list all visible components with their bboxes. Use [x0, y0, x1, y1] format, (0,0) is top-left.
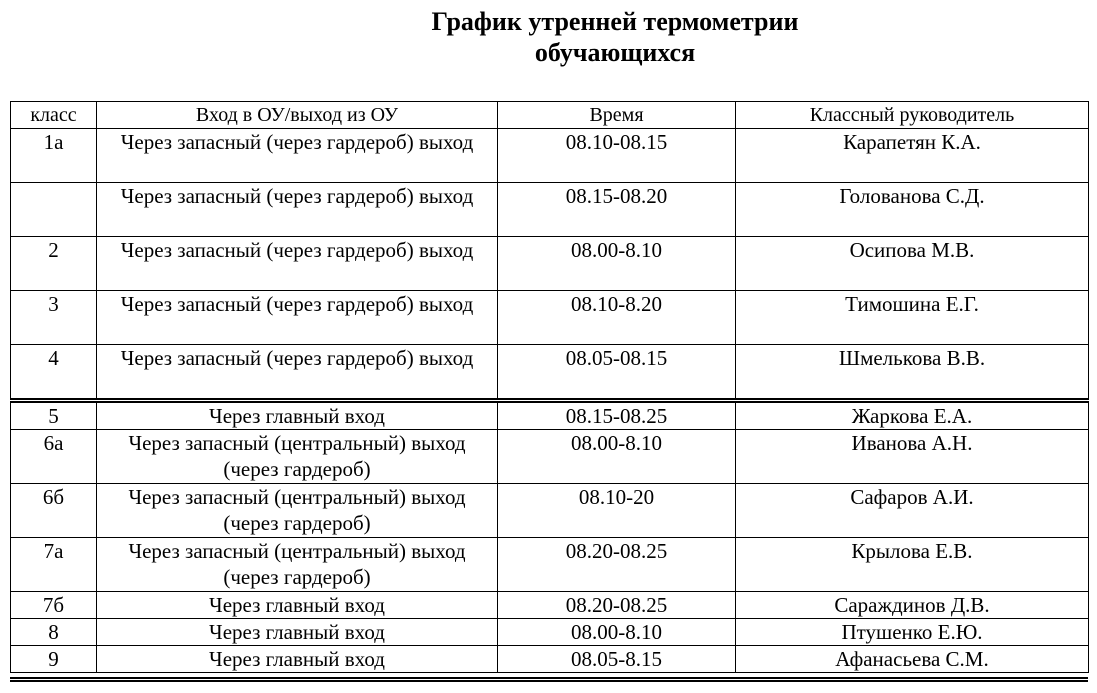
cell-entrance: Через главный вход: [97, 592, 498, 619]
table-row: [11, 183, 1089, 237]
cell-time: 08.20-08.25: [498, 592, 736, 619]
cell-teacher: Сараждинов Д.В.: [736, 592, 1089, 619]
page-title-line2: обучающихся: [534, 38, 696, 67]
cell-entrance: Через запасный (центральный) выход (через гардероб): [97, 484, 498, 538]
cell-teacher: Иванова А.Н.: [736, 430, 1089, 484]
table-row: [11, 291, 1089, 345]
column-header-time: Время: [498, 102, 736, 129]
cell-time: 08.15-08.25: [498, 401, 736, 430]
table-row: [11, 237, 1089, 291]
table-row: [11, 430, 1089, 484]
cell-teacher: Осипова М.В.: [736, 237, 1089, 291]
table-row: [11, 129, 1089, 183]
table-row: [11, 619, 1089, 646]
column-header-entrance: Вход в ОУ/выход из ОУ: [97, 102, 498, 129]
thermometry-schedule-table: [10, 101, 1089, 673]
cell-class: 9: [11, 646, 97, 673]
cell-class: 4: [11, 345, 97, 401]
column-header-class: класс: [11, 102, 97, 129]
page-title-line1: График утренней термометрии: [431, 7, 799, 36]
cell-class: 6б: [11, 484, 97, 538]
cell-time: 08.15-08.20: [498, 183, 736, 237]
table-row: [11, 345, 1089, 401]
cell-class: [11, 183, 97, 237]
page-title: [0, 6, 1097, 68]
cell-teacher: Птушенко Е.Ю.: [736, 619, 1089, 646]
cell-time: 08.10-20: [498, 484, 736, 538]
cell-class: 1а: [11, 129, 97, 183]
table-bottom-double-rule: [10, 677, 1088, 682]
cell-time: 08.05-08.15: [498, 345, 736, 401]
cell-class: 7а: [11, 538, 97, 592]
cell-entrance: Через запасный (через гардероб) выход: [97, 345, 498, 401]
cell-class: 5: [11, 401, 97, 430]
cell-entrance: Через главный вход: [97, 646, 498, 673]
table-row: [11, 401, 1089, 430]
cell-time: 08.10-08.15: [498, 129, 736, 183]
cell-entrance: Через запасный (через гардероб) выход: [97, 291, 498, 345]
column-header-teacher: Классный руководитель: [736, 102, 1089, 129]
cell-teacher: Жаркова Е.А.: [736, 401, 1089, 430]
cell-time: 08.05-8.15: [498, 646, 736, 673]
cell-entrance: Через главный вход: [97, 619, 498, 646]
cell-teacher: Карапетян К.А.: [736, 129, 1089, 183]
cell-class: 8: [11, 619, 97, 646]
cell-teacher: Шмелькова В.В.: [736, 345, 1089, 401]
table-header-row: [11, 102, 1089, 129]
cell-entrance: Через главный вход: [97, 401, 498, 430]
cell-class: 7б: [11, 592, 97, 619]
table-row: [11, 646, 1089, 673]
cell-entrance: Через запасный (центральный) выход (через гардероб): [97, 538, 498, 592]
cell-class: 6а: [11, 430, 97, 484]
cell-class: 3: [11, 291, 97, 345]
cell-entrance: Через запасный (через гардероб) выход: [97, 183, 498, 237]
cell-entrance: Через запасный (центральный) выход (через гардероб): [97, 430, 498, 484]
cell-time: 08.20-08.25: [498, 538, 736, 592]
cell-teacher: Тимошина Е.Г.: [736, 291, 1089, 345]
cell-time: 08.00-8.10: [498, 430, 736, 484]
cell-entrance: Через запасный (через гардероб) выход: [97, 237, 498, 291]
cell-entrance: Через запасный (через гардероб) выход: [97, 129, 498, 183]
table-row: [11, 484, 1089, 538]
table-row: [11, 538, 1089, 592]
cell-teacher: Голованова С.Д.: [736, 183, 1089, 237]
cell-time: 08.00-8.10: [498, 619, 736, 646]
table-row: [11, 592, 1089, 619]
cell-teacher: Афанасьева С.М.: [736, 646, 1089, 673]
cell-class: 2: [11, 237, 97, 291]
cell-time: 08.00-8.10: [498, 237, 736, 291]
cell-time: 08.10-8.20: [498, 291, 736, 345]
cell-teacher: Сафаров А.И.: [736, 484, 1089, 538]
cell-teacher: Крылова Е.В.: [736, 538, 1089, 592]
